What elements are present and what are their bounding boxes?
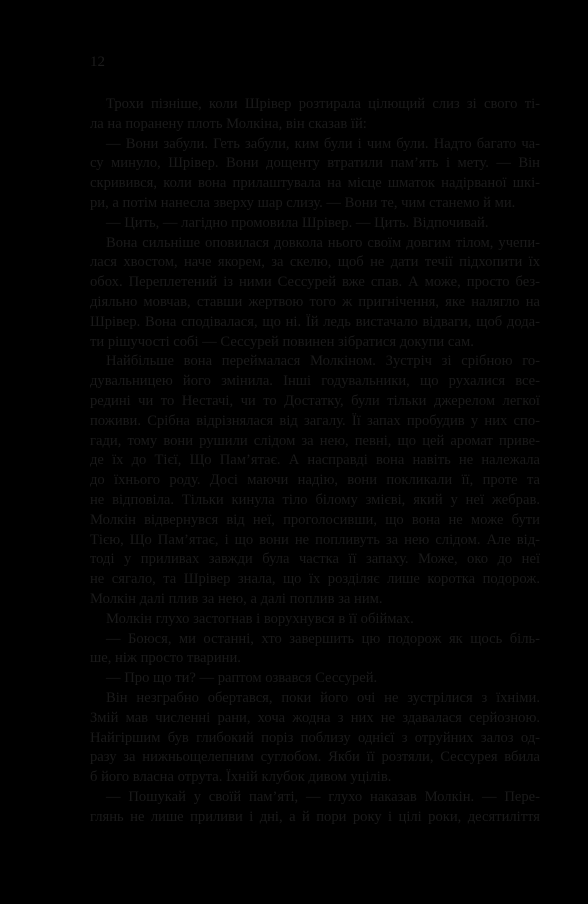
text-line: Найбільше вона переймалася Молкіном. Зустріч зі срібною го- bbox=[106, 353, 540, 370]
text-line: Змій мав численні рани, хоча жодна з них не здавалася серйозною. bbox=[90, 709, 540, 726]
text-line: — Про що ти? — раптом озвався Сессурей. bbox=[106, 670, 378, 687]
text-line: Вона сильніше оповилася довкола нього своїм довгим тілом, учепи- bbox=[106, 234, 540, 251]
text-line: діяльно мовчав, ставши жертвою того ж пригнічення, яке налягло на bbox=[90, 293, 540, 310]
text-line: глянь не лише приливи і дні, а й пори року і цілі роки, десятиліття bbox=[90, 808, 540, 825]
text-line: не відповіла. Тільки кинула тіло білому змієві, який у неї жебрав. bbox=[90, 491, 540, 508]
text-line: дувальницею його змінила. Інші годувальники, що рухалися все- bbox=[90, 373, 540, 390]
text-line: Тією, Що Пам’ятає, і що вони не попливуть за нею слідом. Але від- bbox=[90, 531, 540, 548]
text-line: редині чи то Нестачі, чи то Достатку, були тільки джерелом легкої bbox=[90, 392, 540, 409]
text-line: Молкін відвернувся від неї, проголосивши, що вона не може бути bbox=[90, 511, 540, 528]
text-line: скривився, коли вона прилаштувала на місце шматок надірваної шкі- bbox=[90, 175, 540, 192]
text-line: де їх до Тієї, Що Пам’ятає. А насправді вона навіть не належала bbox=[90, 452, 540, 469]
text-line: ти рішучості собі — Сессурей повинен зібратися докупи сам. bbox=[90, 333, 474, 350]
text-line: — Боюся, ми останні, хто завершить цю подорож як щось біль- bbox=[106, 630, 540, 647]
text-line: Молкін глухо застогнав і ворухнувся в її обіймах. bbox=[106, 610, 414, 627]
text-line: — Вони забули. Геть забули, ким були і чим були. Надто багато ча- bbox=[106, 135, 540, 152]
text-line: поживи. Срібна відрізнялася від загалу. Її запах пробудив у них спо- bbox=[90, 412, 540, 429]
text-line: ла на поранену плоть Молкіна, він сказав їй: bbox=[90, 115, 367, 132]
text-line: тоді у приливах завжди була частка її запаху. Може, око до неї bbox=[90, 551, 540, 568]
text-line: Трохи пізніше, коли Шрівер розтирала цілющий слиз зі свого ті- bbox=[106, 96, 540, 112]
text-line: не сягало, та Шрівер знала, що їх розділяє лише коротка подорож. bbox=[90, 571, 540, 588]
text-line: разу за нижньощелепним суглобом. Якби її розтяли, Сессурея вбила bbox=[90, 749, 540, 766]
text-line: — Цить, — лагідно промовила Шрівер. — Цить. Відпочивай. bbox=[106, 214, 489, 231]
text-line: Молкін далі плив за нею, а далі поплив за ним. bbox=[90, 590, 383, 607]
page-number: 12 bbox=[90, 54, 105, 70]
body-text bbox=[90, 95, 540, 827]
text-line: Він незграбно обертався, поки його очі не зустрілися з їхніми. bbox=[106, 689, 540, 706]
text-line: су минуло, Шрівер. Вони дощенту втратили пам’ять і мету. — Він bbox=[90, 155, 540, 172]
text-line: ше, ніж просто тварини. bbox=[90, 650, 241, 667]
text-line: до їхнього роду. Досі маючи надію, вони покликали її, проте та bbox=[90, 472, 540, 489]
text-line: Шрівер. Вона сподівалася, що ні. Їй ледь вистачало відваги, щоб дода- bbox=[90, 313, 540, 330]
text-line: гади, тому вони рушили слідом за нею, певні, що цей аромат приве- bbox=[90, 432, 540, 449]
text-line: — Пошукай у своїй пам’яті, — глухо наказав Молкін. — Пере- bbox=[106, 788, 540, 805]
text-line: ри, а потім нанесла зверху шар слизу. — Вони те, чим станемо й ми. bbox=[90, 194, 516, 211]
text-line: обох. Переплетений із ними Сессурей вже спав. А може, просто без- bbox=[90, 274, 540, 291]
text-line: б його власна отрута. Їхній клубок дивом уцілів. bbox=[90, 769, 392, 786]
text-line: лася хвостом, наче якорем, за скелю, щоб не дати течії підхопити їх bbox=[90, 254, 540, 271]
text-line: Найгіршим був глибокий поріз поблизу однієї з отруйних залоз од- bbox=[90, 729, 540, 746]
